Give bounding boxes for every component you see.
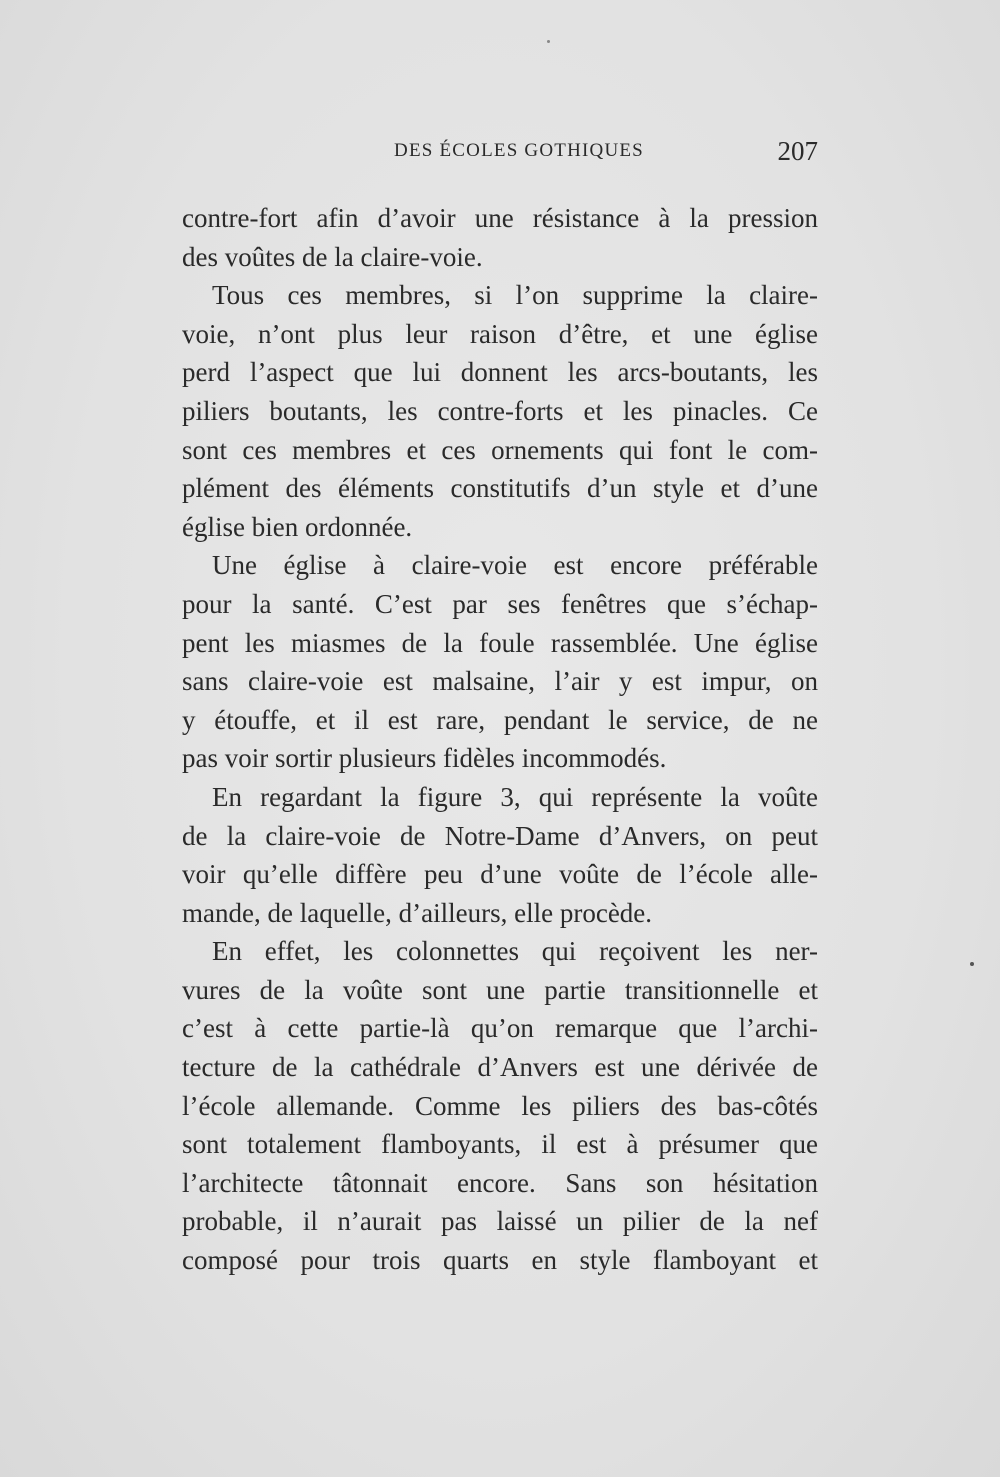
body-text — [182, 199, 818, 1280]
text-line: pas voir sortir plusieurs fidèles incommodés. — [182, 743, 667, 774]
text-line: voir qu’elle diffère peu d’une voûte de l’école alle- — [182, 859, 818, 890]
text-line: contre-fort afin d’avoir une résistance à la pression — [182, 203, 818, 233]
text-line: piliers boutants, les contre-forts et les pinacles. Ce — [182, 395, 818, 426]
text-line: probable, il n’aurait pas laissé un pilier de la nef — [182, 1206, 818, 1237]
text-line: l’architecte tâtonnait encore. Sans son hésitation — [182, 1167, 818, 1198]
text-line: voie, n’ont plus leur raison d’être, et une église — [182, 318, 818, 349]
running-title: DES ÉCOLES GOTHIQUES — [394, 140, 644, 161]
text-line: composé pour trois quarts en style flamboyant et — [182, 1245, 818, 1276]
text-line: de la claire-voie de Notre-Dame d’Anvers, on peut — [182, 820, 818, 851]
page-number: 207 — [777, 136, 818, 166]
text-line: pour la santé. C’est par ses fenêtres que s’échap- — [182, 588, 818, 619]
text-line: sans claire-voie est malsaine, l’air y est impur, on — [182, 666, 818, 697]
text-line: c’est à cette partie-là qu’on remarque que l’archi- — [182, 1013, 818, 1044]
text-line: Une église à claire-voie est encore préférable — [212, 550, 818, 581]
text-line: l’école allemande. Comme les piliers des bas-côtés — [182, 1090, 818, 1121]
text-line: y étouffe, et il est rare, pendant le service, de ne — [182, 704, 818, 735]
text-line: vures de la voûte sont une partie transitionnelle et — [182, 974, 818, 1005]
text-line: église bien ordonnée. — [182, 511, 413, 542]
paper-speck — [547, 40, 550, 43]
text-line: En effet, les colonnettes qui reçoivent les ner- — [212, 936, 818, 967]
text-line: tecture de la cathédrale d’Anvers est une dérivée de — [182, 1052, 818, 1083]
text-line: sont totalement flamboyants, il est à présumer que — [182, 1129, 818, 1160]
text-line: pent les miasmes de la foule rassemblée. Une église — [182, 627, 818, 658]
text-line: perd l’aspect que lui donnent les arcs-boutants, les — [182, 357, 818, 388]
paper-speck — [970, 962, 974, 966]
text-line: des voûtes de la claire-voie. — [182, 241, 483, 272]
text-line: mande, de laquelle, d’ailleurs, elle procède. — [182, 897, 653, 928]
text-line: sont ces membres et ces ornements qui font le com- — [182, 434, 818, 465]
text-line: Tous ces membres, si l’on supprime la claire- — [212, 280, 818, 311]
running-head — [182, 136, 818, 174]
text-line: plément des éléments constitutifs d’un style et d’une — [182, 473, 818, 504]
text-line: En regardant la figure 3, qui représente la voûte — [212, 781, 818, 812]
